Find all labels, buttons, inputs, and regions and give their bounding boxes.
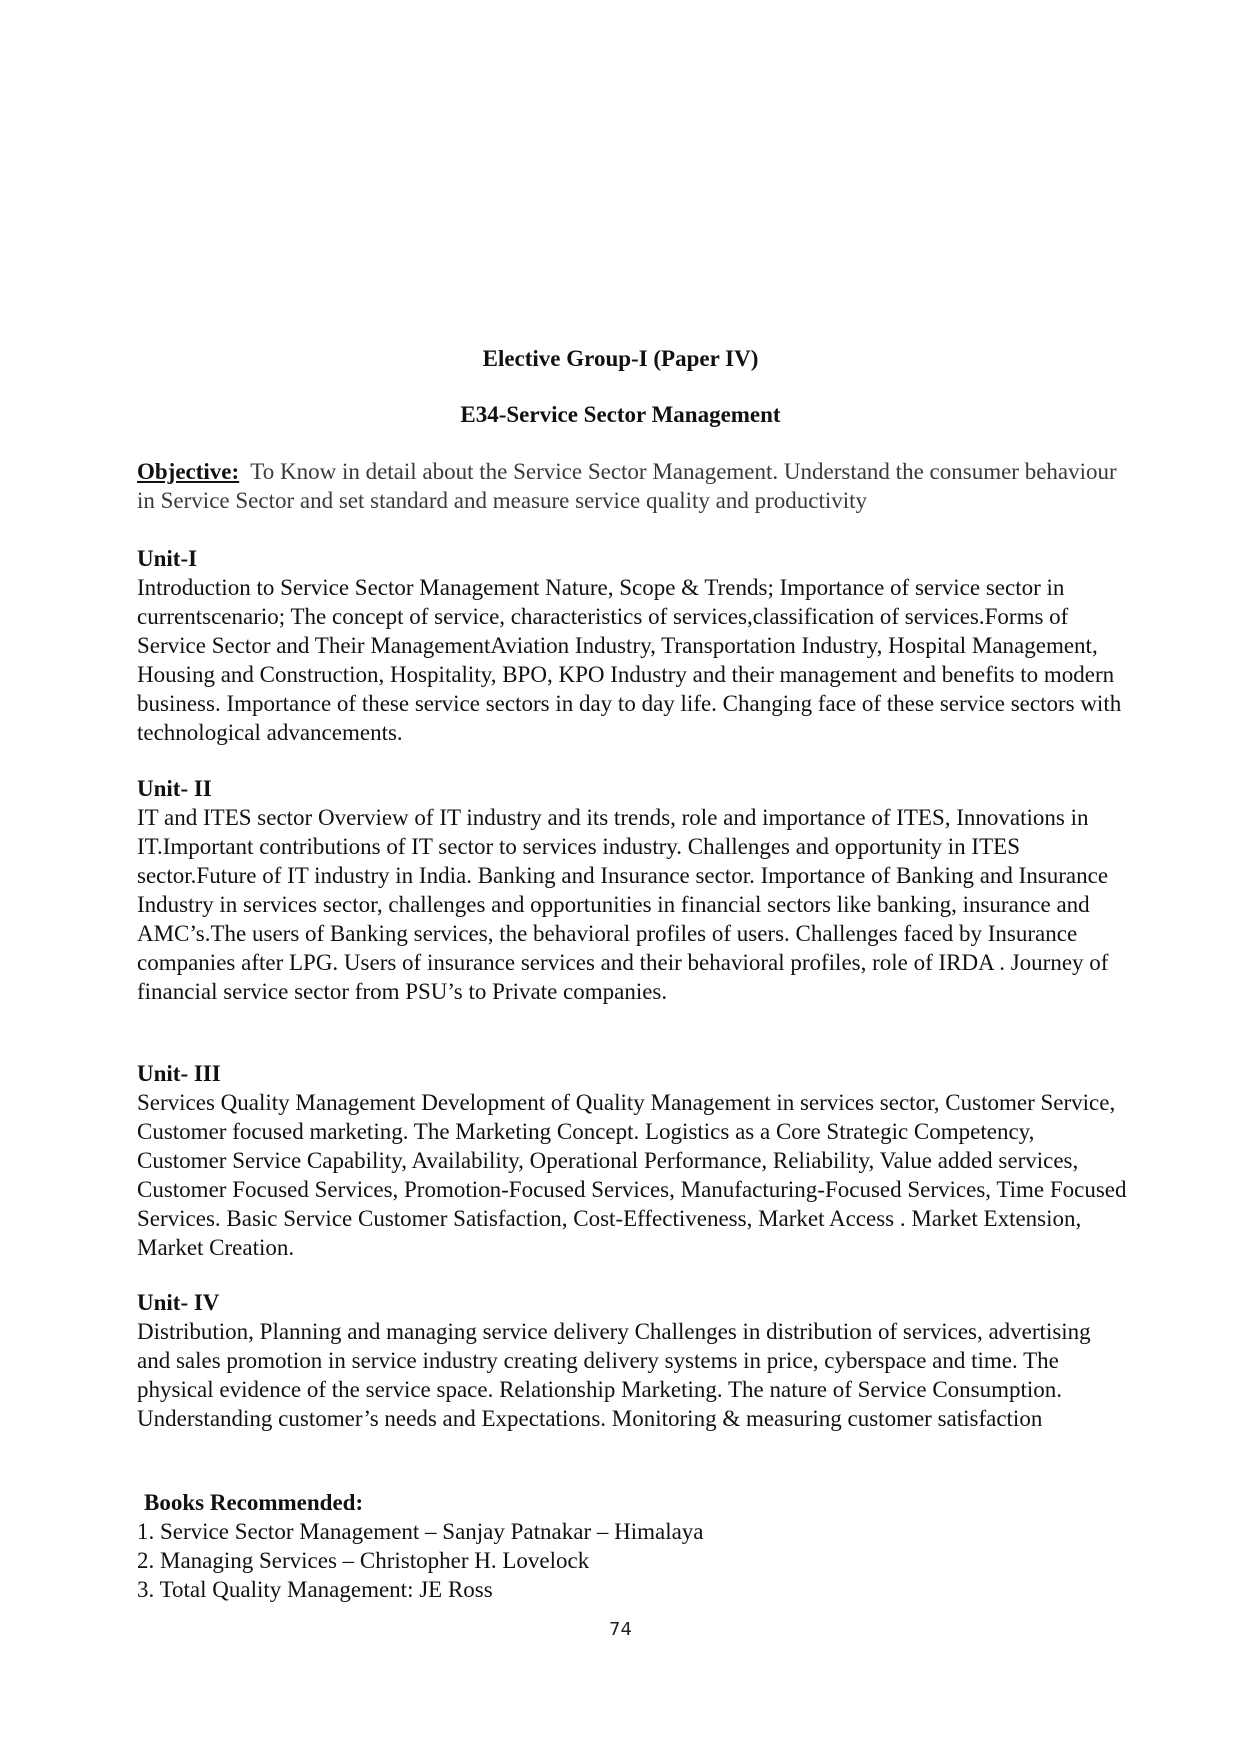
book-item: 3. Total Quality Management: JE Ross (137, 1577, 493, 1602)
books-title: Books Recommended: (144, 1490, 364, 1515)
unit-title: Unit- II (137, 776, 212, 801)
unit-title: Unit-I (137, 546, 198, 571)
books-recommended-section (137, 1488, 1127, 1604)
unit-body: Introduction to Service Sector Management Nature, Scope & Trends; Importance of service sector in currentscenario; The concept of service, characteristics of services,classification of services.Forms of Service Sector and Their ManagementAviation Industry, Transportation Industry, Hospital Management, Housing and Construction, Hospitality, BPO, KPO Industry and their management and benefits to modern business. Importance of these service sectors in day to day life. Changing face of these service sectors with technological advancements. (137, 575, 1122, 745)
objective-text: To Know in detail about the Service Sector Management. Understand the consumer behaviour in Service Sector and set standard and measure service quality and productivity (137, 459, 1117, 513)
unit-body: Distribution, Planning and managing service delivery Challenges in distribution of services, advertising and sales promotion in service industry creating delivery systems in price, cyberspace and time. The physical evidence of the service space. Relationship Marketing. The nature of Service Consumption. Understanding customer’s needs and Expectations. Monitoring & measuring customer satisfaction (137, 1319, 1091, 1431)
unit-body: Services Quality Management Development of Quality Management in services sector, Customer Service, Customer focused marketing. The Marketing Concept. Logistics as a Core Strategic Competency, Customer Service Capability, Availability, Operational Performance, Reliability, Value added services, Customer Focused Services, Promotion-Focused Services, Manufacturing-Focused Services, Time Focused Services. Basic Service Customer Satisfaction, Cost-Effectiveness, Market Access . Market Extension, Market Creation. (137, 1090, 1127, 1260)
book-item: 1. Service Sector Management – Sanjay Patnakar – Himalaya (137, 1519, 704, 1544)
unit-section (137, 1059, 1127, 1262)
unit-section (137, 544, 1127, 747)
unit-title: Unit- III (137, 1061, 221, 1086)
unit-section (137, 774, 1127, 1006)
objective-label: Objective: (137, 459, 240, 484)
unit-section (137, 1288, 1127, 1433)
unit-body: IT and ITES sector Overview of IT industry and its trends, role and importance of ITES, Innovations in IT.Important contributions of IT sector to services industry. Challenges and opportunity in ITES sector.Future of IT industry in India. Banking and Insurance sector. Importance of Banking and Insurance Industry in services sector, challenges and opportunities in financial sectors like banking, insurance and AMC’s.The users of Banking services, the behavioral profiles of users. Challenges faced by Insurance companies after LPG. Users of insurance services and their behavioral profiles, role of IRDA . Journey of financial service sector from PSU’s to Private companies. (137, 805, 1109, 1004)
heading-elective-group: Elective Group-I (Paper IV) (482, 346, 759, 371)
page-number: 74 (609, 1619, 632, 1640)
book-item: 2. Managing Services – Christopher H. Lovelock (137, 1548, 590, 1573)
objective-paragraph (137, 457, 1127, 515)
unit-title: Unit- IV (137, 1290, 220, 1315)
heading-paper-title: E34-Service Sector Management (460, 402, 781, 427)
books-list (137, 1517, 1127, 1604)
